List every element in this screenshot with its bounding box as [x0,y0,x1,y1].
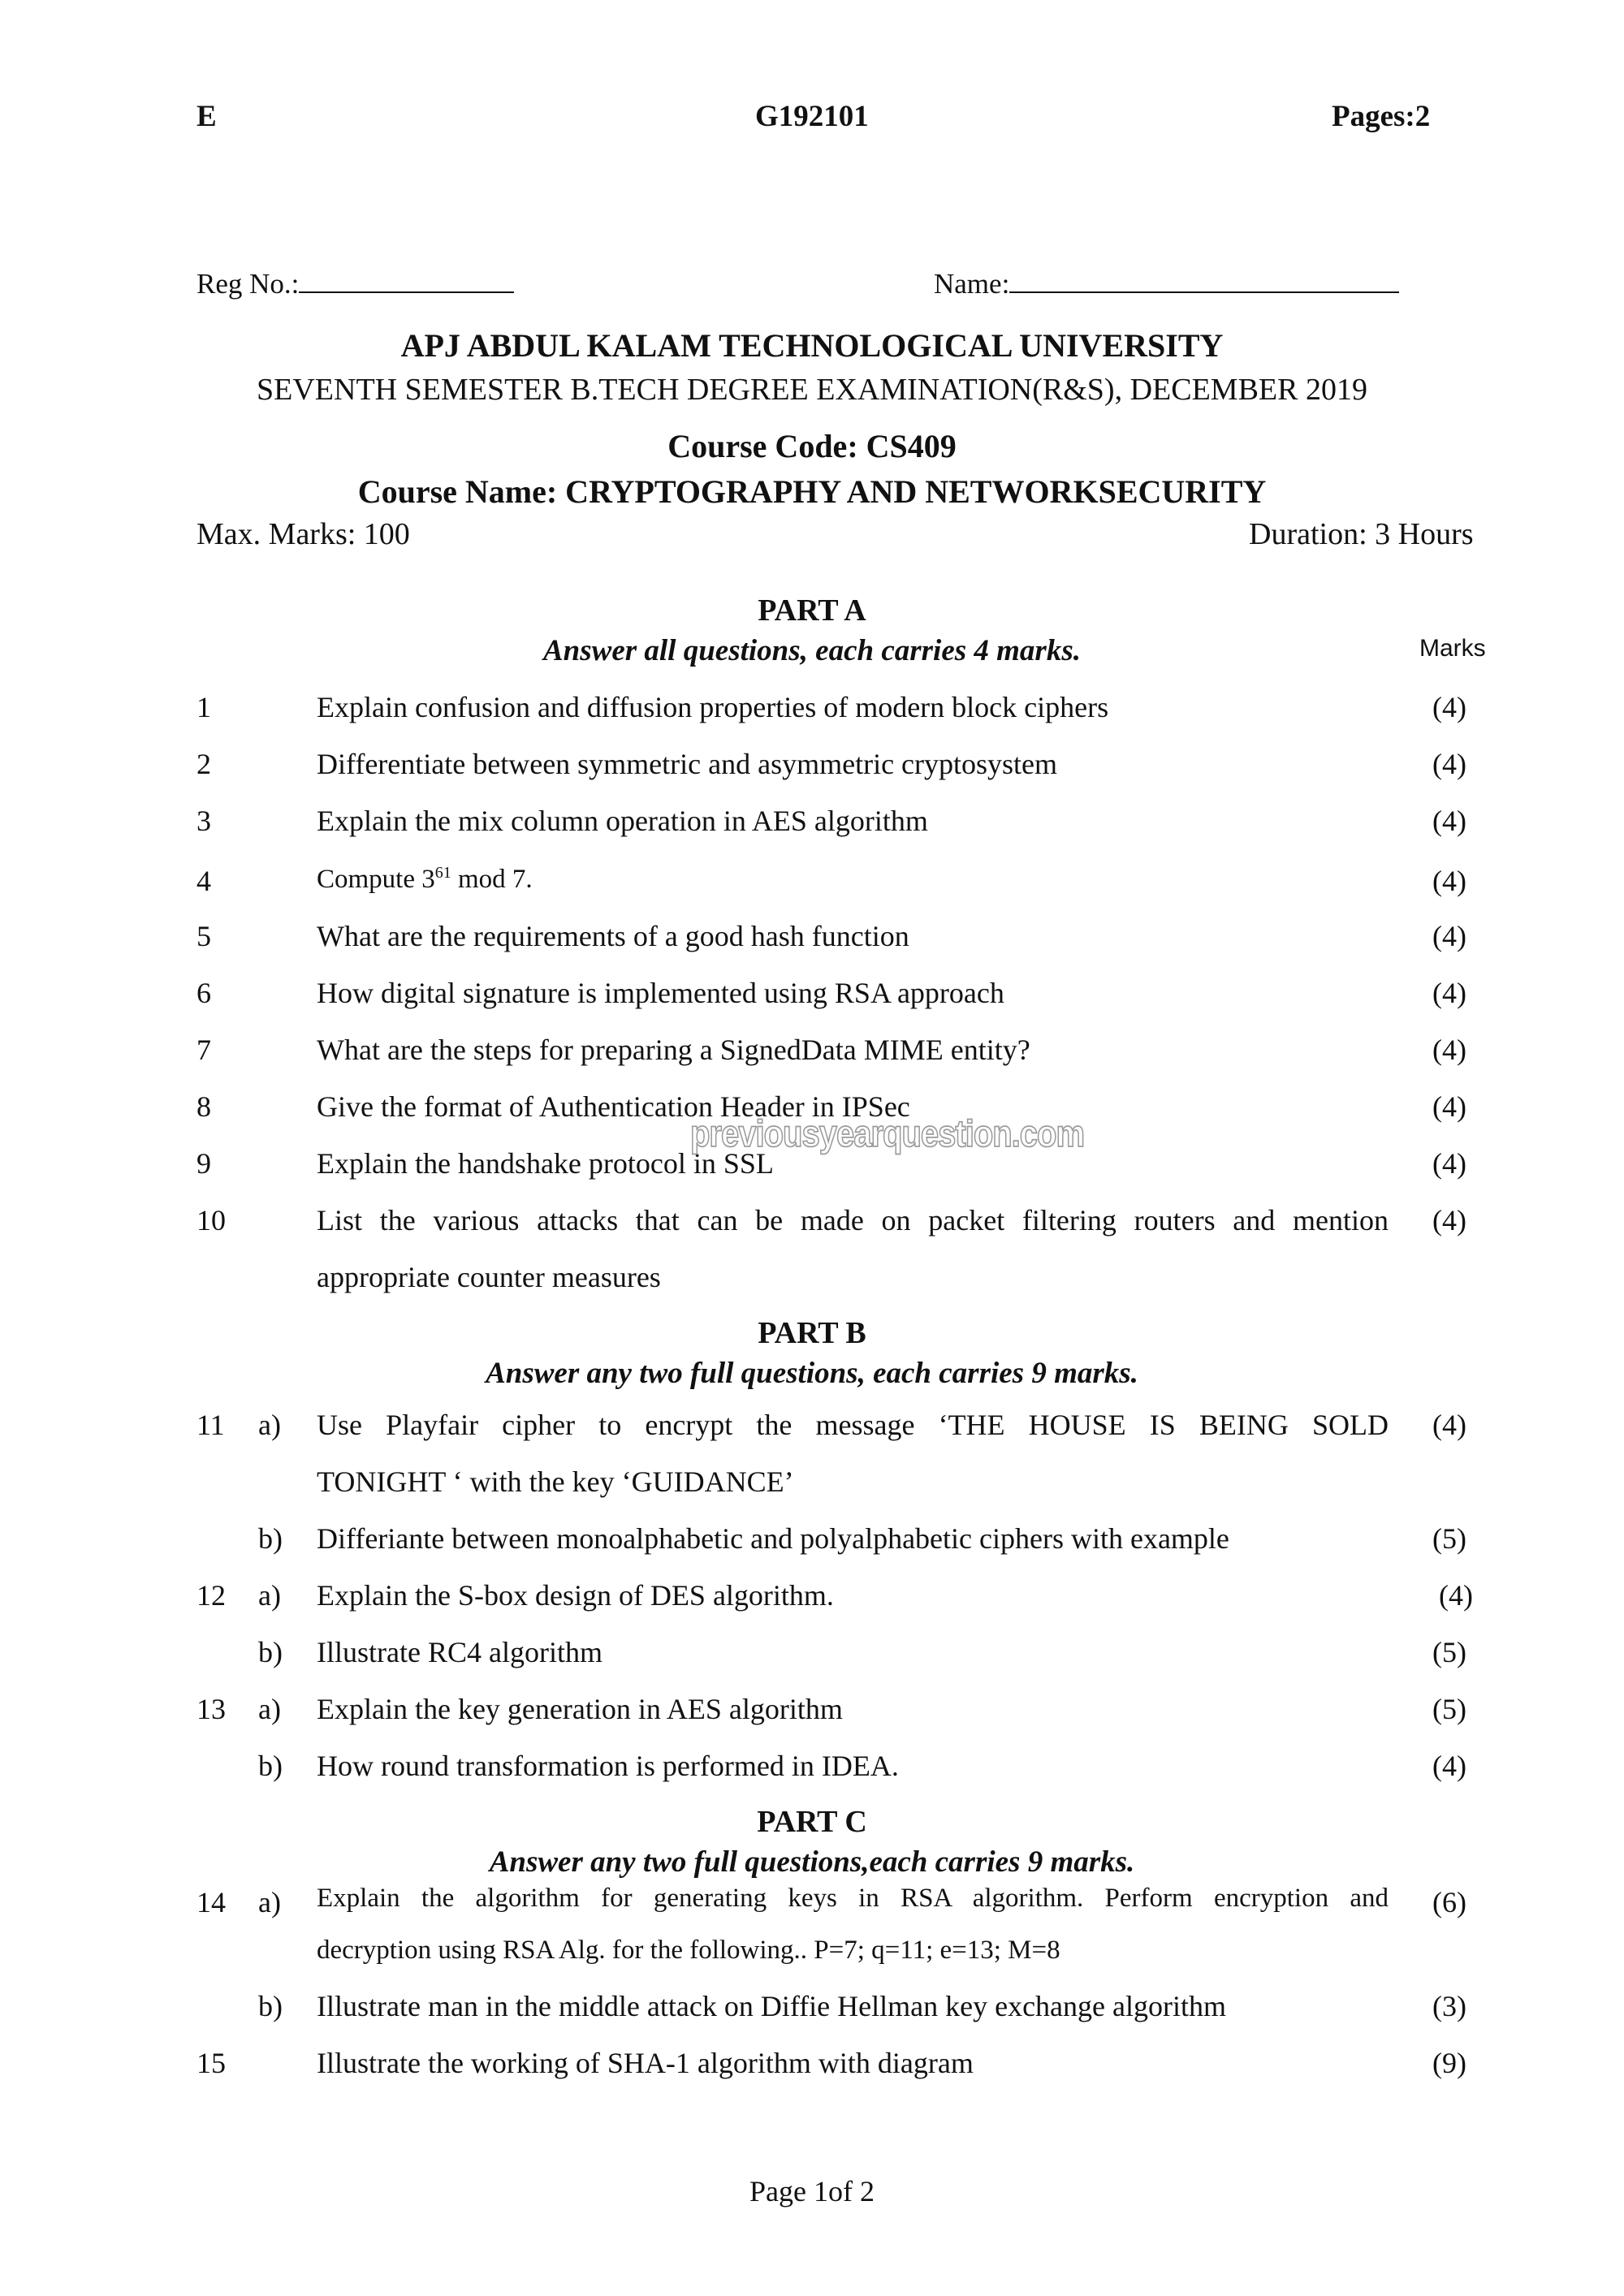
course-code: Course Code: CS409 [667,428,957,464]
paper-code: G192101 [755,100,869,133]
marks-column-label: Marks [1419,635,1486,662]
question-marks: (4) [1432,748,1466,780]
question-text-continued: appropriate counter measures [317,1261,661,1293]
question-marks: (4) [1432,1090,1466,1123]
question-marks: (4) [1432,1204,1466,1236]
question-text: How digital signature is implemented using RSA approach [317,977,1004,1009]
question-text: Illustrate the working of SHA-1 algorithm with diagram [317,2047,974,2079]
subquestion-label: b) [258,1990,283,2022]
question-text: Explain the handshake protocol in SSL [317,1147,774,1180]
question-number: 9 [197,1147,211,1180]
question-marks: (4) [1432,1750,1466,1782]
question-marks: (4) [1439,1579,1473,1612]
question-marks: (4) [1432,977,1466,1009]
subquestion-label: b) [258,1522,283,1555]
question-marks: (6) [1432,1886,1466,1918]
watermark-logo: previousyearquestion.com [690,1113,1085,1155]
question-marks: (4) [1432,1409,1466,1441]
question-number: 5 [197,920,211,952]
question-text-continued: TONIGHT ‘ with the key ‘GUIDANCE’ [317,1465,794,1498]
question-number: 1 [197,691,211,723]
subquestion-label: b) [258,1750,283,1782]
duration: Duration: 3 Hours [1249,517,1474,551]
page-footer: Page 1of 2 [749,2175,875,2208]
part-a-title: PART A [758,593,866,628]
subquestion-label: a) [258,1409,281,1441]
question-text: Illustrate RC4 algorithm [317,1636,603,1668]
exam-title: SEVENTH SEMESTER B.TECH DEGREE EXAMINATION(R&S), DECEMBER 2019 [257,373,1367,407]
subquestion-label: b) [258,1636,283,1668]
part-b-instruction: Answer any two full questions, each carries 9 marks. [486,1357,1138,1390]
question-text [317,864,533,895]
question-number: 11 [197,1409,225,1441]
question-number: 2 [197,748,211,780]
question-number: 8 [197,1090,211,1123]
question-marks: (4) [1432,805,1466,837]
question-number: 7 [197,1034,211,1066]
question-text-continued: decryption using RSA Alg. for the following.. P=7; q=11; e=13; M=8 [317,1936,1060,1965]
reg-no-line [299,269,514,293]
question-text-pre: Compute 3 [317,865,435,894]
exponent: 61 [434,864,451,882]
question-text: Differiante between monoalphabetic and polyalphabetic ciphers with example [317,1522,1229,1555]
question-marks: (9) [1432,2047,1466,2079]
question-number: 6 [197,977,211,1009]
question-text: List the various attacks that can be made on packet filtering routers and mention [317,1204,1389,1236]
question-marks: (5) [1432,1636,1466,1668]
question-text: What are the steps for preparing a SignedData MIME entity? [317,1034,1030,1066]
question-text: Explain the mix column operation in AES algorithm [317,805,928,837]
question-text: Explain the S-box design of DES algorithm. [317,1579,834,1612]
question-number: 10 [197,1204,226,1236]
part-c-instruction: Answer any two full questions,each carries 9 marks. [489,1845,1135,1879]
name-label: Name: [934,268,1010,300]
question-marks: (4) [1432,1034,1466,1066]
question-marks: (5) [1432,1522,1466,1555]
question-number: 14 [197,1886,226,1918]
subquestion-label: a) [258,1579,281,1612]
question-text: Explain the key generation in AES algorithm [317,1693,843,1725]
question-text: Explain the algorithm for generating keys in RSA algorithm. Perform encryption and [317,1884,1389,1913]
name-field [934,268,1399,300]
max-marks: Max. Marks: 100 [197,517,410,551]
subquestion-label: a) [258,1886,281,1918]
question-text: Use Playfair cipher to encrypt the message ‘THE HOUSE IS BEING SOLD [317,1409,1389,1441]
question-text: Explain confusion and diffusion properties of modern block ciphers [317,691,1109,723]
question-number: 3 [197,805,211,837]
course-name: Course Name: CRYPTOGRAPHY AND NETWORKSECURITY [357,473,1267,510]
part-c-title: PART C [757,1805,867,1839]
question-text: What are the requirements of a good hash function [317,920,909,952]
question-text: Illustrate man in the middle attack on Diffie Hellman key exchange algorithm [317,1990,1226,2022]
question-number: 13 [197,1693,226,1725]
question-number: 15 [197,2047,226,2079]
question-marks: (4) [1432,1147,1466,1180]
question-marks: (4) [1432,920,1466,952]
question-marks: (5) [1432,1693,1466,1725]
question-number: 12 [197,1579,226,1612]
university-title: APJ ABDUL KALAM TECHNOLOGICAL UNIVERSITY [400,327,1224,364]
question-text: Give the format of Authentication Header in IPSec [317,1090,910,1123]
question-text: How round transformation is performed in IDEA. [317,1750,899,1782]
question-text: Differentiate between symmetric and asymmetric cryptosystem [317,748,1058,780]
name-line [1009,269,1399,293]
page-count: Pages:2 [1332,100,1431,133]
question-marks: (4) [1432,865,1466,897]
part-a-instruction: Answer all questions, each carries 4 marks. [543,634,1081,667]
subquestion-label: a) [258,1693,281,1725]
reg-no-label: Reg No.: [197,268,300,300]
paper-set-letter: E [197,100,217,133]
question-text-post: mod 7. [451,865,533,894]
question-marks: (4) [1432,691,1466,723]
reg-no-field [197,268,514,300]
part-b-title: PART B [758,1316,866,1350]
question-number: 4 [197,865,211,897]
question-marks: (3) [1432,1990,1466,2022]
